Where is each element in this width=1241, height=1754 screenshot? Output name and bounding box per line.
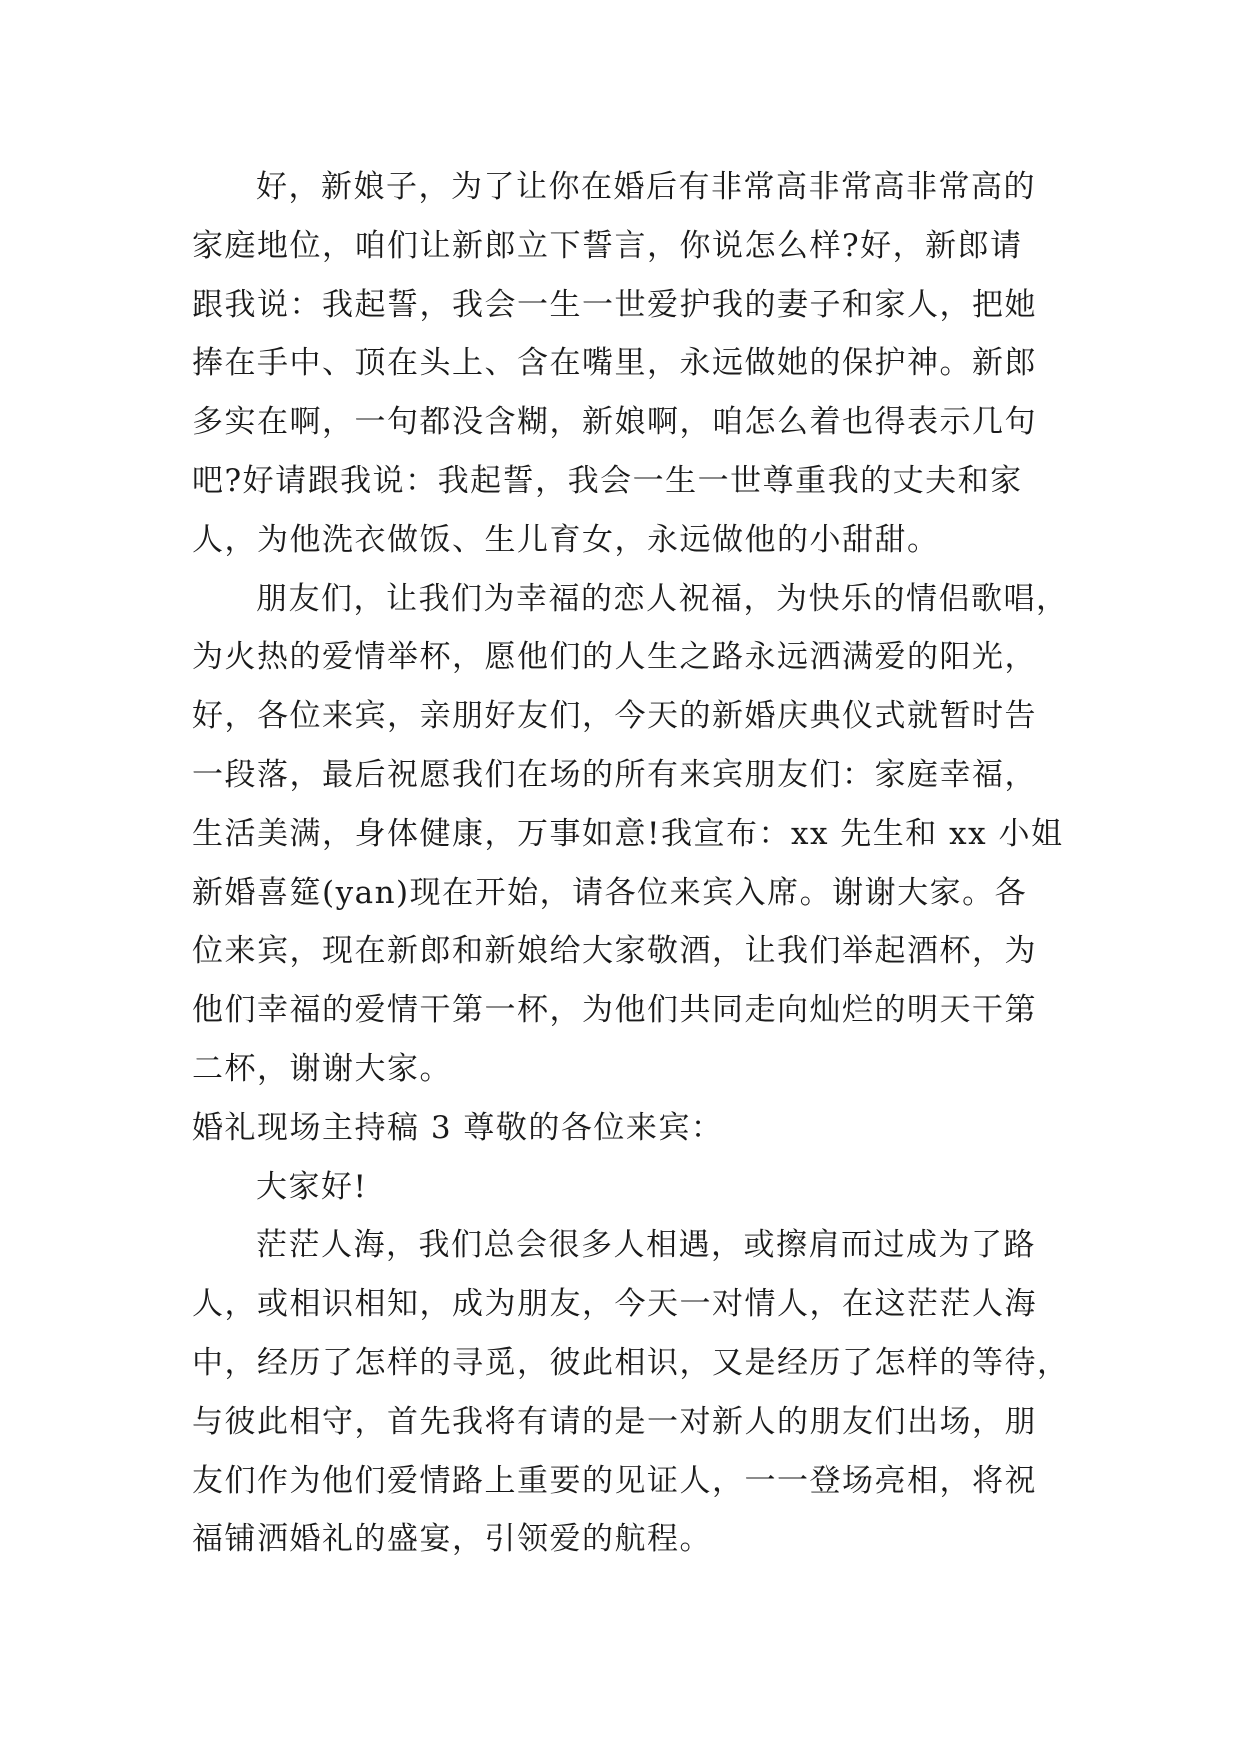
text-line: 人，为他洗衣做饭、生儿育女，永远做他的小甜甜。 — [192, 521, 940, 558]
paragraph-opening — [192, 1216, 1072, 1569]
text-line: 吧?好请跟我说：我起誓，我会一生一世尊重我的丈夫和家 — [192, 462, 1023, 499]
paragraph-blessing — [192, 570, 1072, 1099]
text-line: 新婚喜筵(yan)现在开始，请各位来宾入席。谢谢大家。各 — [192, 874, 1028, 911]
text-line: 生活美满，身体健康，万事如意!我宣布：xx 先生和 xx 小姐 — [192, 815, 1064, 852]
text-line: 捧在手中、顶在头上、含在嘴里，永远做她的保护神。新郎 — [192, 345, 1037, 382]
text-line: 人，或相识相知，成为朋友，今天一对情人，在这茫茫人海 — [192, 1286, 1037, 1323]
text-line: 二杯，谢谢大家。 — [192, 1050, 452, 1087]
text-line: 多实在啊，一句都没含糊，新娘啊，咱怎么着也得表示几句 — [192, 404, 1037, 441]
text-line: 位来宾，现在新郎和新娘给大家敬酒，让我们举起酒杯，为 — [192, 933, 1037, 970]
text-line: 友们作为他们爱情路上重要的见证人，一一登场亮相，将祝 — [192, 1462, 1037, 1499]
text-line: 茫茫人海，我们总会很多人相遇，或擦肩而过成为了路 — [256, 1227, 1036, 1264]
heading-text: 婚礼现场主持稿 3 尊敬的各位来宾： — [192, 1109, 724, 1146]
section-heading — [192, 1099, 1072, 1158]
text-line: 好，新娘子，为了让你在婚后有非常高非常高非常高的 — [256, 169, 1036, 205]
text-line: 朋友们，让我们为幸福的恋人祝福，为快乐的情侣歌唱， — [256, 580, 1069, 617]
document-body — [192, 158, 1072, 1569]
text-line: 一段落，最后祝愿我们在场的所有来宾朋友们：家庭幸福， — [192, 756, 1037, 793]
text-line: 为火热的爱情举杯，愿他们的人生之路永远洒满爱的阳光， — [192, 639, 1037, 676]
text-line: 家庭地位，咱们让新郎立下誓言，你说怎么样?好，新郎请 — [192, 227, 1023, 264]
text-line: 与彼此相守，首先我将有请的是一对新人的朋友们出场，朋 — [192, 1403, 1037, 1440]
text-line: 跟我说：我起誓，我会一生一世爱护我的妻子和家人，把她 — [192, 286, 1037, 323]
paragraph-vows — [192, 158, 1072, 570]
text-line: 他们幸福的爱情干第一杯，为他们共同走向灿烂的明天干第 — [192, 992, 1037, 1029]
text-line: 大家好! — [256, 1168, 368, 1205]
paragraph-greeting — [192, 1158, 1072, 1217]
text-line: 福铺洒婚礼的盛宴，引领爱的航程。 — [192, 1521, 712, 1558]
text-line: 中，经历了怎样的寻觅，彼此相识，又是经历了怎样的等待， — [192, 1344, 1070, 1381]
text-line: 好，各位来宾，亲朋好友们，今天的新婚庆典仪式就暂时告 — [192, 698, 1037, 735]
